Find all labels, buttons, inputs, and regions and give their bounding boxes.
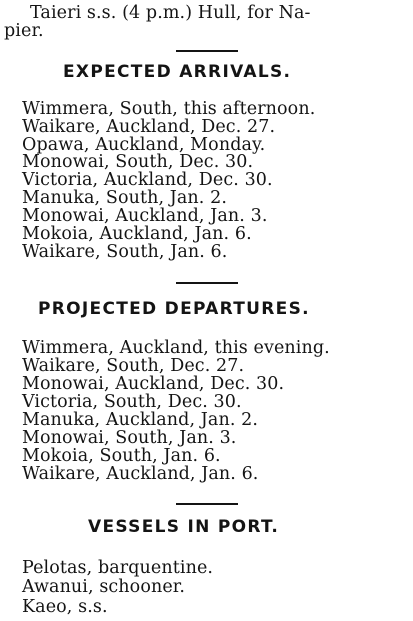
expected-arrivals-heading: EXPECTED ARRIVALS. [63, 62, 292, 82]
arrival-item: Manuka, South, Jan. 2. [22, 188, 228, 208]
intro-line-2: pier. [4, 21, 44, 41]
arrival-item: Wimmera, South, this afternoon. [22, 99, 316, 119]
section-divider [176, 503, 238, 505]
section-divider [176, 50, 238, 52]
departure-item: Manuka, Auckland, Jan. 2. [22, 410, 259, 430]
arrival-item: Mokoia, Auckland, Jan. 6. [22, 224, 252, 244]
departure-item: Waikare, South, Dec. 27. [22, 356, 245, 376]
arrival-item: Monowai, South, Dec. 30. [22, 152, 254, 172]
departure-item: Victoria, South, Dec. 30. [22, 392, 242, 412]
departure-item: Monowai, South, Jan. 3. [22, 428, 237, 448]
vessel-item: Kaeo, s.s. [22, 597, 108, 617]
departure-item: Waikare, Auckland, Jan. 6. [22, 464, 259, 484]
arrival-item: Waikare, South, Jan. 6. [22, 242, 228, 262]
arrival-item: Opawa, Auckland, Monday. [22, 135, 266, 155]
arrival-item: Waikare, Auckland, Dec. 27. [22, 117, 276, 137]
departure-item: Monowai, Auckland, Dec. 30. [22, 374, 285, 394]
arrival-item: Monowai, Auckland, Jan. 3. [22, 206, 268, 226]
departure-item: Mokoia, South, Jan. 6. [22, 446, 221, 466]
section-divider [176, 282, 238, 284]
vessel-item: Awanui, schooner. [22, 577, 185, 597]
departure-item: Wimmera, Auckland, this evening. [22, 338, 330, 358]
vessel-item: Pelotas, barquentine. [22, 558, 214, 578]
intro-line-1: Taieri s.s. (4 p.m.) Hull, for Na- [30, 3, 311, 23]
arrival-item: Victoria, Auckland, Dec. 30. [22, 170, 273, 190]
vessels-in-port-heading: VESSELS IN PORT. [88, 517, 280, 537]
projected-departures-heading: PROJECTED DEPARTURES. [38, 299, 310, 319]
